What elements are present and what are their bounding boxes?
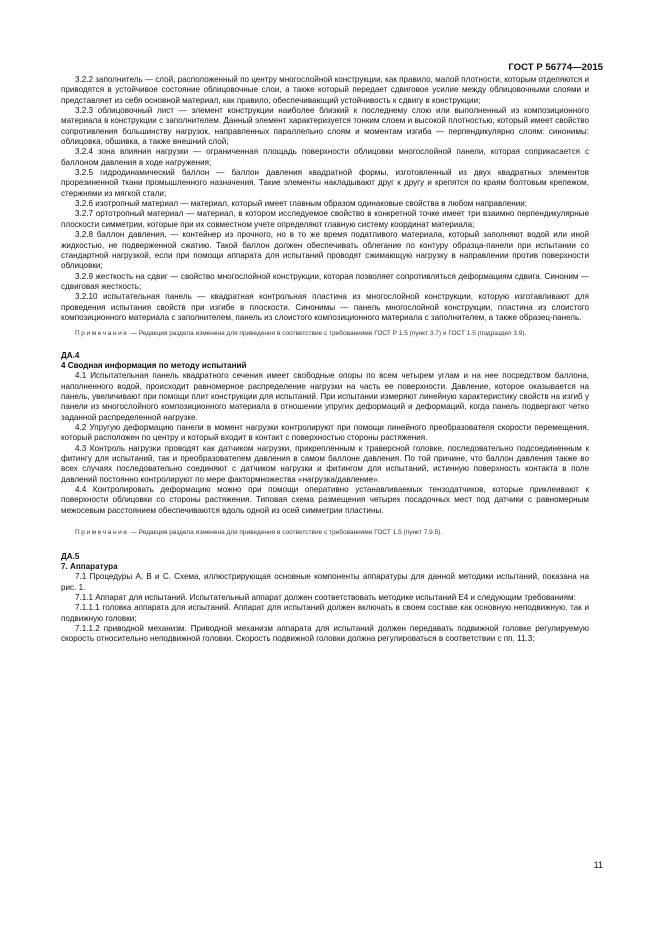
standard-header: ГОСТ Р 56774—2015 [508,62,603,73]
paragraph-3-2-8: 3.2.8 баллон давления, — контейнер из прочного, но в то же время податливого материала, который заполняют водой или иной жидкостью, не подверженной сжатию. Такой баллон должен обеспечивать облегание по контуру образца-панели при испытании со стандартной нагрузкой, если при помощи аппарата для испытаний проводят сжимающую нагрузку в направлении против поверхности облицовки; [61,230,589,271]
paragraph-7-1-1-1: 7.1.1.1 головка аппарата для испытаний. Аппарат для испытаний должен включать в своем составе как основную неподвижную, так и подвижную головки; [61,603,589,623]
paragraph-3-2-6: 3.2.6 изотропный материал — материал, который имеет главным образом одинаковые свойства в любом направлении; [75,199,528,209]
paragraph-3-2-9: 3.2.9 жесткость на сдвиг — свойство многослойной конструкции, которая позволяет сопротивляться деформациям сдвига. Синоним — сдвиговая жесткость; [61,271,589,291]
paragraph-3-2-5: 3.2.5 гидродинамический баллон — баллон давления квадратной формы, изготовленный из двух квадратных элементов прорезиненной ткани промышленного назначения. Такие элементы накладывают друг к другу и крепятся по краям болтовым крепежом, стержнями из мягкой стали; [61,168,589,198]
note-text: — Редакция раздела изменена для приведения в соответствие с требованиями ГОСТ Р 1.5 (пункт 3.7) и ГОСТ 1.5 (подраздел 3.9). [128,330,527,338]
note-da4 [61,529,589,537]
appendix-da4-id: ДА.4 [61,350,80,360]
paragraph-3-2-3: 3.2.3 облицовочный лист — элемент конструкции наиболее близкий к последнему слою или выполненный из композиционного материала в конструкции с заполнителем. Данный элемент характеризуется тонким слоем и высокой плотностью, который имеет свойство сопротивления большинству нагрузок, направленных параллельно слоям и моментам изгиба — перпендикулярно слоям: синонимы: облицовка, обшивка, а также внешний слой; [61,106,589,147]
appendix-da5-id: ДА.5 [61,551,80,561]
paragraph-3-2-4: 3.2.4 зона влияния нагрузки — ограниченная площадь поверхности облицовки многослойной панели, которая соприкасается с баллоном давления в ходе нагружения; [61,147,589,167]
paragraph-4-4: 4.4 Контролировать деформацию можно при помощи оперативно устанавливаемых тензодатчиков, которые приклеивают к поверхности облицовки со стороны растяжения. Типовая схема размещения четырех посадочных мест под датчики с равномерным межосевым расстоянием обеспечиваются вдоль одной из осей симметрии пластины. [61,485,589,515]
paragraph-7-1: 7.1 Процедуры А, В и С. Схема, иллюстрирующая основные компоненты аппаратуры для данной методики испытаний, показана на рис. 1. [61,572,589,592]
note-label: Примечание [75,330,129,338]
appendix-da4-title: 4 Сводная информация по методу испытаний [61,361,247,370]
paragraph-7-1-1-2: 7.1.1.2 приводной механизм. Приводной механизм аппарата для испытаний должен передавать подвижной головке регулируемую скорость относительно неподвижной головки. Скорость подвижной головки должна регулироваться в соответствии с пп. 11.3; [61,623,589,644]
page-number: 11 [593,860,603,870]
note-text: — Редакция раздела изменена для приведения в соответствие с требованиями ГОСТ 1.5 (пункт 7.9.5). [128,529,443,537]
paragraph-3-2-7: 3.2.7 ортотропный материал — материал, в котором исследуемое свойство в конкретной точке имеет три взаимно перпендикулярные плоскости симметрии, которые при их совместном учете определяют главную систему координат материала; [61,209,589,229]
paragraph-4-2: 4.2 Упругую деформацию панели в момент нагрузки контролируют при помощи линейного преобразователя скорости перемещения, который расположен по центру и который входит в контакт с поверхностью стороны растяжения. [61,423,589,443]
paragraph-4-1: 4.1 Испытательная панель квадратного сечения имеет свободные опоры по всем четырем углам и на нее посредством баллона, наполненного водой, происходит равномерное распределение нагрузки на часть ее поверхности. Давление, которое оказывается на панель, увеличивают при помощи плит конструкции для испытаний. При испытании измеряют линейную характеристику свойств на изгиб у панели из многослойного композиционного материала в отношении упругих деформаций и деформаций, когда панель подвергают четко заданной распределенной нагрузке. [61,371,589,422]
page-body [61,75,589,645]
paragraph-3-2-10: 3.2.10 испытательная панель — квадратная контрольная пластина из многослойной конструкции, которую изготавливают для проведения испытания свойств при изгибе в плоскости. Синонимы — панель многослойной конструкции, пластина из слоистого композиционного материала с заполнителем, панель из слоистого композиционного материала с заполнителем, а также образец-панель. [61,292,589,322]
paragraph-4-3: 4.3 Контроль нагрузки проводят как датчиком нагрузки, прикрепленным к траверсной головке, последовательно подсоединенным к фитингу для испытаний, так и преобразователем давления в самом баллоне давления. По той причине, что баллон давления также во всех случаях последовательно соединяют с датчиком нагрузки и фитингом для испытаний, истинную поверхность контакта в поле давлений постоянно контролируют по мере фактормножества «нагрузка/давление». [61,443,589,484]
paragraph-7-1-1: 7.1.1 Аппарат для испытаний. Испытательный аппарат должен соответствовать методике испытаний Е4 и следующим требованиям: [75,592,576,602]
note-label: Примечание [75,529,129,537]
appendix-da5-title: 7. Аппаратура [61,561,118,571]
note-section3 [61,330,589,338]
paragraph-3-2-2: 3.2.2 заполнитель — слой, расположенный по центру многослойной конструкции, как правило, малой плотности, которым отделяются и приводятся в устойчивое состояние облицовочные слои, а также который передает сдвиговое усилие между облицовочными слоями и представляет из себя основной материал, как правило, обеспечивающий устойчивость к сдвигу в конструкции; [61,75,589,105]
